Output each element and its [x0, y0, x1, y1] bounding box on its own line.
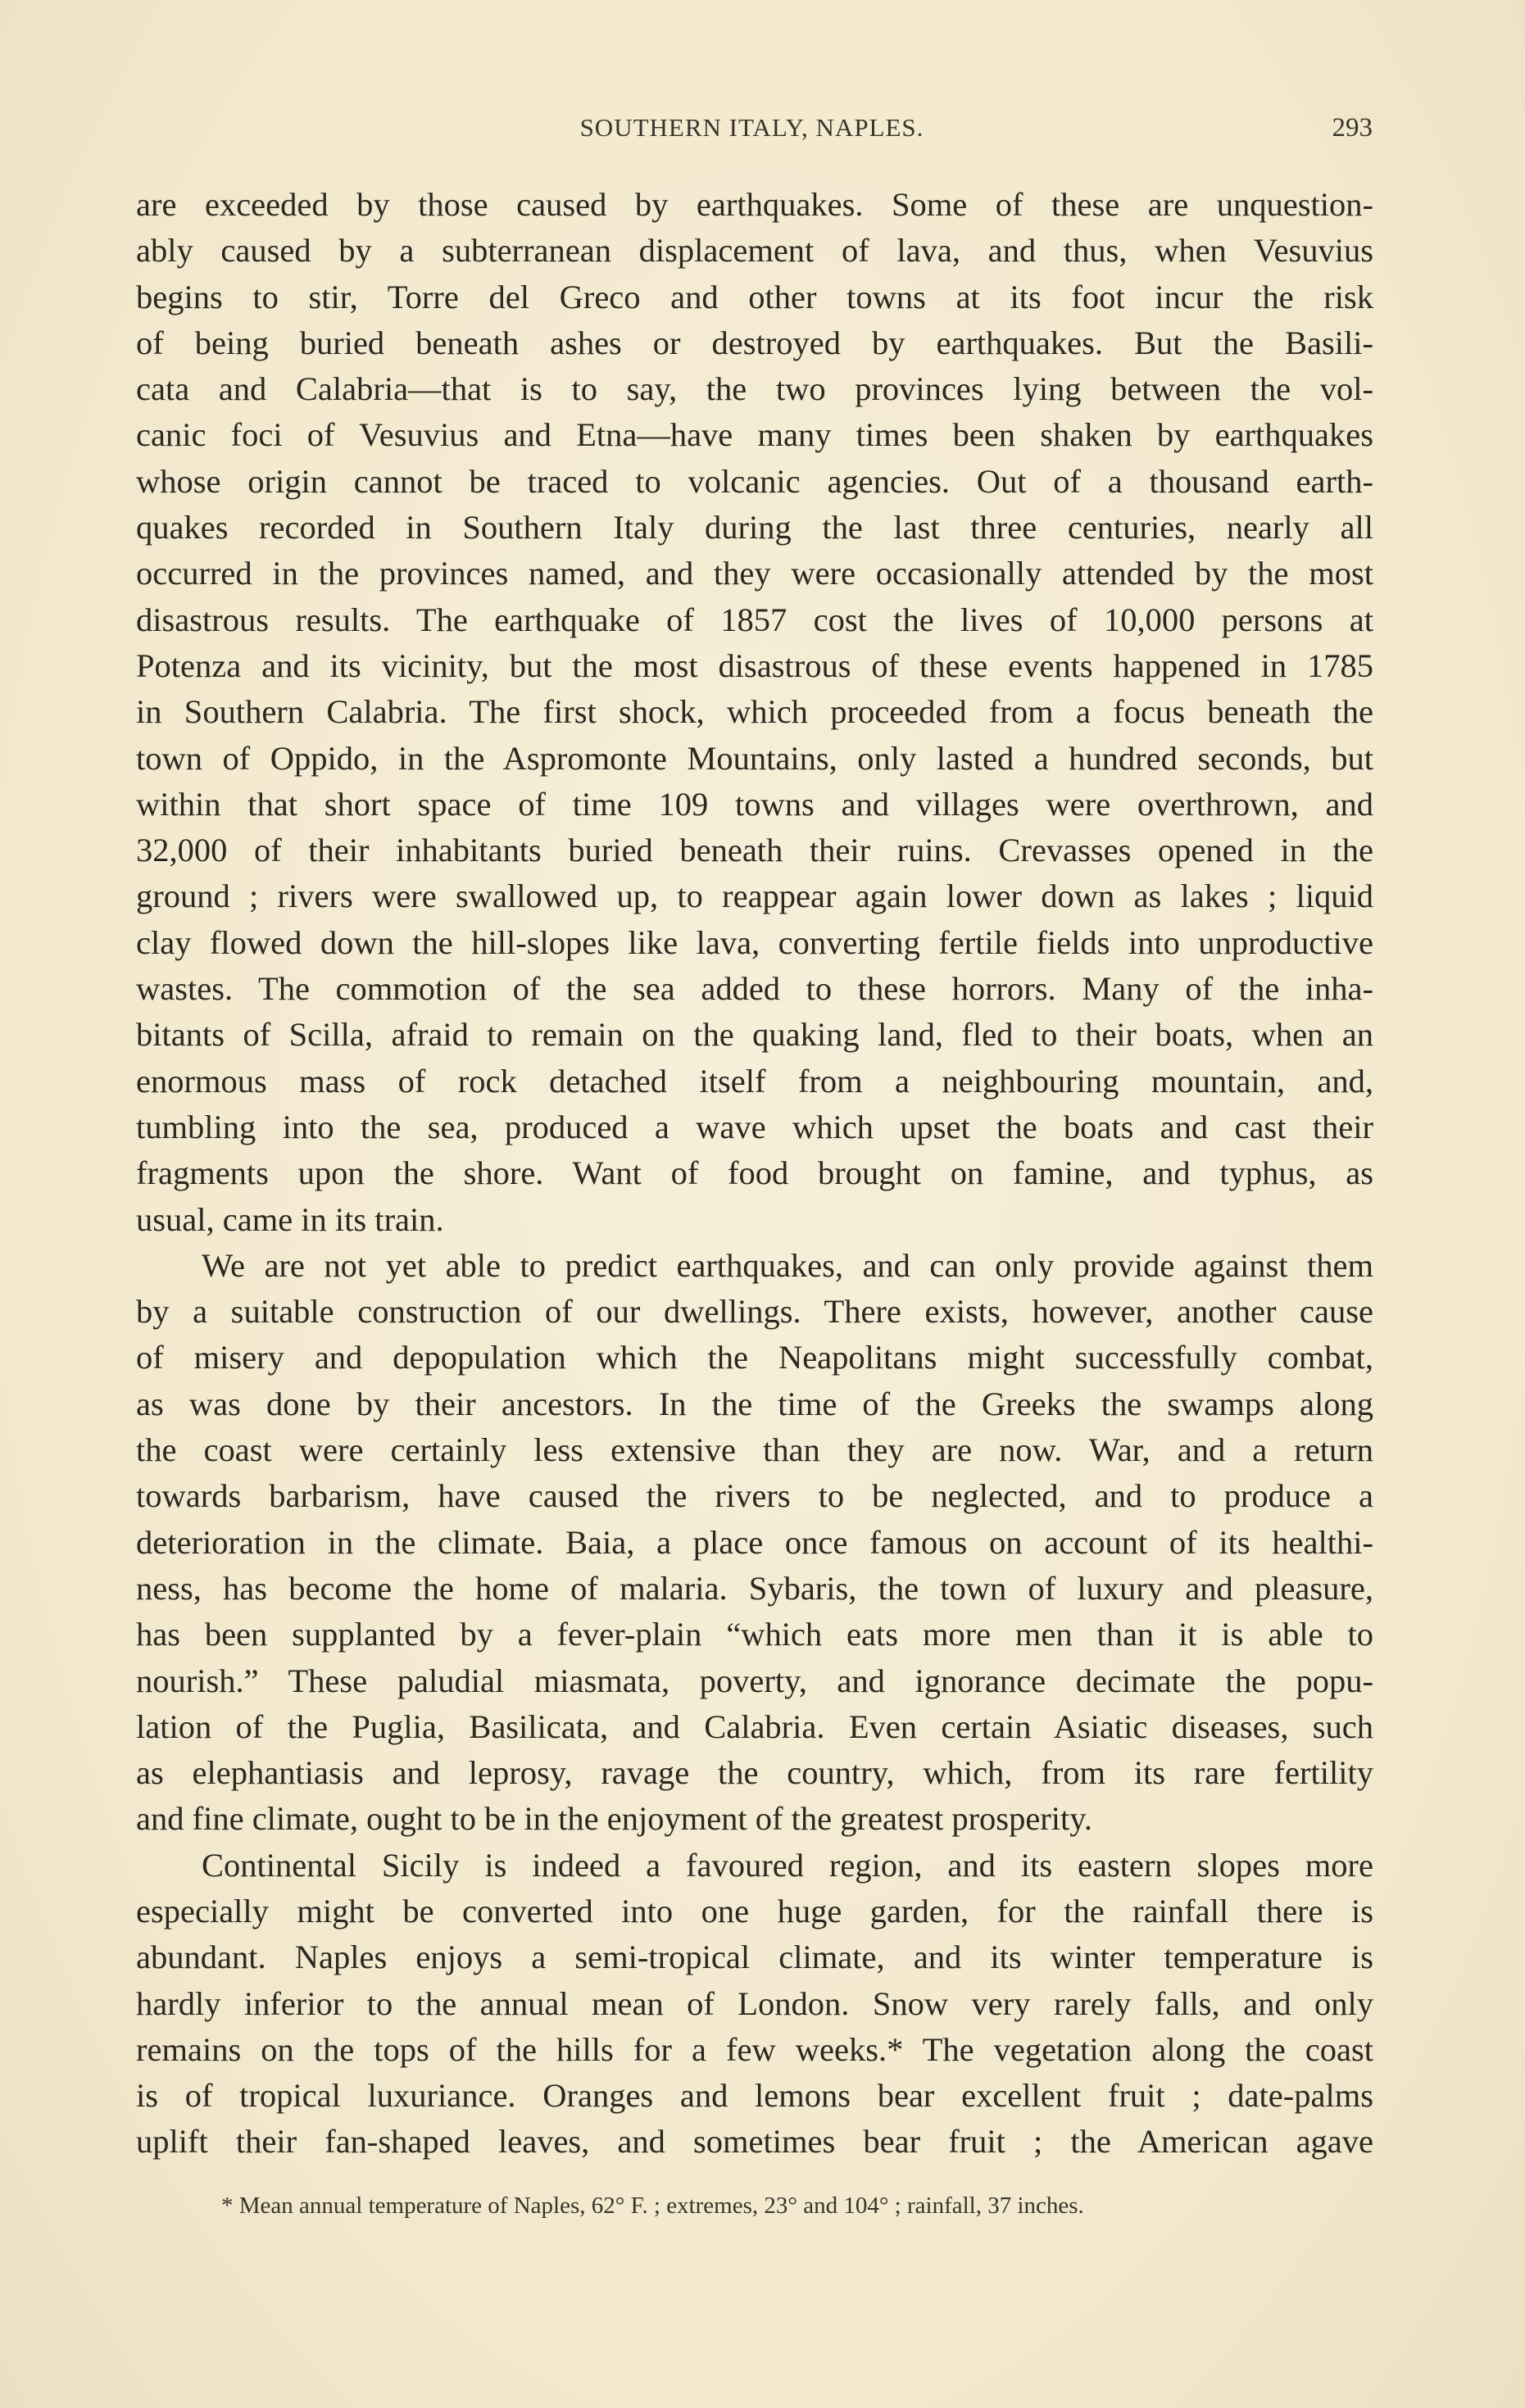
text-line: cata and Calabria—that is to say, the two provinces lying between the vol-	[136, 370, 1373, 408]
text-line: lation of the Puglia, Basilicata, and Calabria. Even certain Asiatic diseases, such	[136, 1707, 1373, 1745]
text-line: the coast were certainly less extensive than they are now. War, and a return	[136, 1431, 1373, 1469]
text-line: deterioration in the climate. Baia, a place once famous on account of its healthi-	[136, 1523, 1373, 1561]
text-line: ness, has become the home of malaria. Sybaris, the town of luxury and pleasure,	[136, 1569, 1373, 1607]
text-line: is of tropical luxuriance. Oranges and lemons bear excellent fruit ; date-palms	[136, 2077, 1373, 2115]
text-line: nourish.” These paludial miasmata, poverty, and ignorance decimate the popu-	[136, 1662, 1373, 1699]
text-line: occurred in the provinces named, and they were occasionally attended by the most	[136, 555, 1373, 592]
text-line: bitants of Scilla, afraid to remain on the quaking land, fled to their boats, when an	[136, 1016, 1373, 1054]
text-line: ably caused by a subterranean displacement of lava, and thus, when Vesuvius	[136, 232, 1373, 270]
text-line: by a suitable construction of our dwellings. There exists, however, another cause	[136, 1293, 1373, 1331]
text-line: canic foci of Vesuvius and Etna—have many times been shaken by earthquakes	[136, 416, 1373, 454]
text-line: has been supplanted by a fever-plain “which eats more men than it is able to	[136, 1616, 1373, 1653]
running-title: SOUTHERN ITALY, NAPLES.	[579, 113, 924, 142]
paragraph	[136, 1243, 1373, 1843]
text-line: Continental Sicily is indeed a favoured region, and its eastern slopes more	[202, 1846, 1373, 1884]
text-line: We are not yet able to predict earthquakes, and can only provide against them	[202, 1246, 1373, 1284]
text-line: ground ; rivers were swallowed up, to reappear again lower down as lakes ; liquid	[136, 877, 1373, 915]
text-line: abundant. Naples enjoys a semi-tropical climate, and its winter temperature is	[136, 1939, 1373, 1976]
page-number: 293	[1332, 113, 1373, 143]
text-line: whose origin cannot be traced to volcanic agencies. Out of a thousand earth-	[136, 462, 1373, 500]
text-line: town of Oppido, in the Aspromonte Mountains, only lasted a hundred seconds, but	[136, 739, 1373, 777]
text-line: in Southern Calabria. The first shock, which proceeded from a focus beneath the	[136, 693, 1373, 731]
text-line: remains on the tops of the hills for a few weeks.* The vegetation along the coast	[136, 2030, 1373, 2068]
text-line: Potenza and its vicinity, but the most disastrous of these events happened in 1785	[136, 646, 1373, 684]
text-line: disastrous results. The earthquake of 1857 cost the lives of 10,000 persons at	[136, 601, 1373, 638]
text-line: hardly inferior to the annual mean of London. Snow very rarely falls, and only	[136, 1984, 1373, 2022]
text-line: begins to stir, Torre del Greco and other towns at its foot incur the risk	[136, 278, 1373, 315]
text-line: of being buried beneath ashes or destroyed by earthquakes. But the Basili-	[136, 324, 1373, 361]
text-line: quakes recorded in Southern Italy during the last three centuries, nearly all	[136, 509, 1373, 546]
text-line: and fine climate, ought to be in the enjoyment of the greatest prosperity.	[136, 1800, 1093, 1838]
paragraph	[136, 182, 1373, 1243]
text-line: of misery and depopulation which the Neapolitans might successfully combat,	[136, 1339, 1373, 1376]
text-line: within that short space of time 109 towns and villages were overthrown, and	[136, 785, 1373, 823]
text-line: usual, came in its train.	[136, 1200, 444, 1238]
text-line: towards barbarism, have caused the rivers to be neglected, and to produce a	[136, 1477, 1373, 1515]
text-line: especially might be converted into one huge garden, for the rainfall there is	[136, 1892, 1373, 1930]
text-line: tumbling into the sea, produced a wave which upset the boats and cast their	[136, 1108, 1373, 1145]
text-line: clay flowed down the hill-slopes like lava, converting fertile fields into unproductive	[136, 923, 1373, 961]
text-line: fragments upon the shore. Want of food brought on famine, and typhus, as	[136, 1154, 1373, 1192]
text-line: 32,000 of their inhabitants buried beneath their ruins. Crevasses opened in the	[136, 832, 1373, 869]
text-line: are exceeded by those caused by earthquakes. Some of these are unquestion-	[136, 186, 1373, 223]
text-line: as elephantiasis and leprosy, ravage the country, which, from its rare fertility	[136, 1754, 1373, 1792]
text-line: wastes. The commotion of the sea added to these horrors. Many of the inha-	[136, 970, 1373, 1008]
text-line: enormous mass of rock detached itself from a neighbouring mountain, and,	[136, 1062, 1373, 1100]
footnote: * Mean annual temperature of Naples, 62° F. ; extremes, 23° and 104° ; rainfall, 37 inches.	[221, 2193, 1084, 2219]
page-header	[131, 113, 1373, 162]
paragraph	[136, 1843, 1373, 2165]
body-text	[136, 182, 1373, 2165]
text-line: uplift their fan-shaped leaves, and sometimes bear fruit ; the American agave	[136, 2123, 1373, 2161]
text-line: as was done by their ancestors. In the time of the Greeks the swamps along	[136, 1385, 1373, 1422]
